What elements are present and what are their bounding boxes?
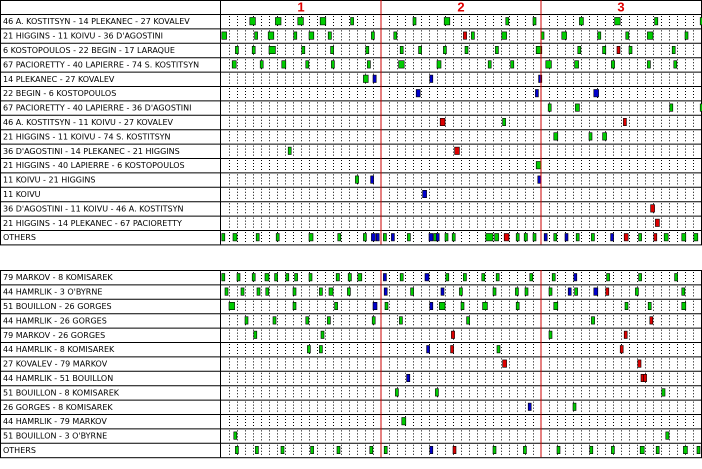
event-bar-a: [523, 446, 526, 453]
event-bar-a: [331, 61, 334, 68]
event-bar-a: [311, 446, 314, 453]
event-bar-a: [493, 446, 496, 453]
event-bar-c: [453, 446, 456, 453]
event-bar-a: [515, 288, 518, 295]
event-bar-a: [579, 18, 583, 25]
event-bar-a: [655, 18, 658, 25]
minute-gridline: [230, 218, 694, 229]
event-bar-a: [488, 61, 491, 68]
event-bar-a: [407, 234, 410, 241]
event-bar-a: [486, 234, 493, 241]
row-label: 44 HAMRLIK - 3 O'BYRNE: [3, 287, 103, 297]
event-bar-a: [372, 317, 375, 324]
event-bar-a: [575, 104, 579, 111]
event-bar-a: [275, 18, 281, 25]
event-bar-a: [363, 75, 368, 82]
event-bar-a: [554, 133, 558, 140]
minute-gridline: [230, 45, 694, 56]
event-bar-a: [459, 288, 462, 295]
event-bar-a: [615, 18, 621, 25]
row-label: 67 PACIORETTY - 40 LAPIERRE - 74 S. KOSTITSYN: [3, 60, 200, 70]
event-bar-a: [257, 288, 260, 295]
minute-gridline: [230, 59, 694, 70]
event-bar-a: [546, 61, 552, 68]
event-bar-a: [483, 302, 488, 309]
minute-gridline: [230, 315, 694, 326]
event-bar-a: [237, 274, 240, 281]
event-bar-a: [293, 288, 296, 295]
event-bar-a: [306, 61, 309, 68]
row-label: 26 GORGES - 8 KOMISAREK: [3, 402, 113, 412]
event-bar-a: [400, 46, 403, 53]
event-bar-a: [295, 274, 298, 281]
row-label: 51 BOUILLON - 26 GORGES: [3, 302, 112, 311]
event-bar-a: [336, 274, 339, 281]
event-bar-b: [611, 234, 614, 241]
event-bar-a: [682, 302, 686, 309]
event-bar-a: [674, 61, 677, 68]
row-label: 27 KOVALEV - 79 MARKOV: [3, 359, 108, 369]
minute-gridline: [230, 373, 694, 384]
event-bar-a: [573, 403, 576, 410]
event-bar-c: [617, 46, 620, 53]
event-bar-a: [319, 346, 322, 353]
event-bar-c: [503, 360, 507, 367]
event-bar-c: [451, 331, 454, 338]
event-bar-a: [298, 18, 304, 25]
row-label: 44 HAMRLIK - 79 MARKOV: [3, 417, 107, 427]
event-bar-a: [591, 317, 594, 324]
event-bar-b: [416, 90, 420, 97]
event-bar-a: [516, 302, 519, 309]
event-bar-a: [603, 133, 607, 140]
event-bar-b: [565, 234, 568, 241]
event-bar-a: [495, 46, 498, 53]
event-bar-a: [268, 32, 274, 39]
event-bar-a: [413, 18, 416, 25]
event-bar-a: [502, 32, 507, 39]
event-bar-a: [497, 346, 500, 353]
event-bar-a: [575, 61, 579, 68]
event-bar-a: [437, 61, 441, 68]
event-bar-c: [606, 288, 609, 295]
event-bar-b: [391, 234, 394, 241]
event-bar-a: [506, 18, 509, 25]
event-bar-a: [664, 234, 668, 241]
event-bar-a: [252, 274, 255, 281]
row-label: 46 A. KOSTITSYN - 11 KOIVU - 27 KOVALEV: [3, 118, 173, 127]
event-bar-a: [590, 446, 593, 453]
event-bar-c: [451, 346, 454, 353]
event-bar-a: [402, 418, 406, 425]
event-bar-a: [363, 234, 366, 241]
event-bar-a: [598, 32, 601, 39]
event-bar-a: [562, 32, 567, 39]
event-bar-b: [430, 446, 433, 453]
event-bar-b: [423, 190, 427, 197]
event-bar-a: [554, 302, 558, 309]
minute-gridline: [230, 387, 694, 398]
event-bar-a: [309, 274, 312, 281]
event-bar-a: [286, 274, 289, 281]
event-bar-a: [348, 274, 351, 281]
minute-gridline: [230, 146, 694, 157]
minute-gridline: [230, 445, 694, 456]
event-bar-a: [252, 46, 255, 53]
event-bar-a: [306, 317, 309, 324]
event-bar-a: [222, 274, 225, 281]
event-bar-b: [373, 302, 377, 309]
event-bar-c: [624, 234, 628, 241]
event-bar-a: [640, 446, 644, 453]
minute-gridline: [230, 358, 694, 369]
event-bar-a: [321, 331, 324, 338]
event-bar-a: [235, 446, 238, 453]
minute-gridline: [230, 203, 694, 214]
minute-gridline: [230, 416, 694, 427]
event-bar-a: [338, 234, 341, 241]
minute-gridline: [230, 189, 694, 200]
event-bar-a: [273, 317, 276, 324]
row-label: OTHERS: [3, 446, 36, 455]
event-bar-a: [288, 147, 291, 154]
event-bar-b: [430, 75, 433, 82]
event-bar-a: [293, 302, 296, 309]
event-bar-c: [643, 374, 646, 381]
event-bar-b: [535, 90, 538, 97]
row-label: 36 D'AGOSTINI - 11 KOIVU - 46 A. KOSTITSYN: [3, 204, 184, 214]
event-bar-a: [276, 234, 279, 241]
event-bar-a: [399, 317, 402, 324]
event-bar-a: [275, 274, 278, 281]
row-label: 11 KOIVU: [3, 190, 41, 199]
row-label: 51 BOUILLON - 8 KOMISAREK: [3, 388, 120, 398]
event-bar-a: [516, 234, 519, 241]
event-bar-a: [254, 331, 257, 338]
event-bar-a: [366, 46, 369, 53]
event-bar-b: [568, 288, 571, 295]
event-bar-a: [554, 234, 557, 241]
event-bar-c: [620, 346, 623, 353]
event-bar-b: [376, 234, 379, 241]
event-bar-a: [337, 446, 340, 453]
event-bar-a: [358, 274, 362, 281]
event-bar-a: [371, 32, 374, 39]
event-bar-a: [411, 288, 414, 295]
event-bar-a: [656, 446, 659, 453]
event-bar-a: [463, 274, 466, 281]
event-bar-c: [624, 331, 627, 338]
event-bar-a: [351, 18, 354, 25]
event-bar-a: [467, 317, 470, 324]
event-bar-a: [232, 61, 236, 68]
row-label: 44 HAMRLIK - 8 KOMISAREK: [3, 345, 115, 355]
event-bar-c: [650, 317, 653, 324]
event-bar-a: [328, 32, 331, 39]
minute-gridline: [230, 131, 694, 142]
event-bar-a: [222, 32, 227, 39]
event-bar-a: [452, 234, 455, 241]
event-bar-a: [269, 46, 275, 53]
event-bar-a: [647, 32, 653, 39]
event-bar-a: [549, 331, 552, 338]
event-bar-b: [538, 176, 541, 183]
event-bar-a: [435, 389, 438, 396]
period-label: 1: [297, 0, 305, 15]
event-bar-c: [654, 234, 657, 241]
event-bar-a: [384, 446, 387, 453]
event-bar-a: [626, 32, 629, 39]
event-bar-a: [282, 61, 286, 68]
event-bar-c: [651, 205, 655, 212]
event-bar-a: [611, 446, 614, 453]
event-bar-a: [355, 176, 358, 183]
minute-gridline: [230, 160, 694, 171]
event-bar-b: [425, 274, 429, 281]
minute-gridline: [230, 272, 694, 283]
row-label: 67 PACIORETTY - 40 LAPIERRE - 36 D'AGOSTINI: [3, 103, 192, 113]
event-bar-a: [266, 288, 269, 295]
event-bar-b: [383, 274, 386, 281]
row-label: 22 BEGIN - 6 KOSTOPOULOS: [3, 89, 117, 99]
event-bar-a: [400, 274, 403, 281]
event-bar-a: [682, 288, 685, 295]
period-label: 2: [457, 0, 465, 15]
event-bar-a: [367, 61, 370, 68]
event-bar-a: [234, 432, 237, 439]
row-label: 21 HIGGINS - 14 PLEKANEC - 67 PACIORETTY: [3, 218, 182, 228]
event-bar-a: [465, 46, 468, 53]
event-bar-a: [294, 32, 297, 39]
event-bar-a: [255, 32, 258, 39]
event-bar-a: [461, 302, 464, 309]
event-bar-c: [655, 219, 659, 226]
event-bar-a: [576, 234, 579, 241]
event-bar-a: [575, 288, 578, 295]
event-bar-c: [463, 32, 466, 39]
event-bar-a: [335, 302, 338, 309]
event-bar-a: [233, 234, 237, 241]
event-bar-b: [544, 234, 547, 241]
row-label: 79 MARKOV - 8 KOMISAREK: [3, 273, 113, 283]
event-bar-c: [440, 118, 445, 125]
event-bar-a: [329, 288, 333, 295]
minute-gridline: [230, 74, 694, 85]
event-bar-a: [370, 446, 373, 453]
minute-gridline: [230, 344, 694, 355]
event-bar-a: [589, 133, 592, 140]
event-bar-a: [525, 288, 528, 295]
event-bar-b: [407, 374, 410, 381]
minute-gridline: [230, 102, 694, 113]
row-label: 21 HIGGINS - 11 KOIVU - 36 D'AGOSTINI: [3, 31, 163, 41]
event-bar-a: [591, 234, 594, 241]
event-bar-a: [399, 61, 405, 68]
event-bar-a: [683, 446, 687, 453]
event-bar-a: [471, 32, 474, 39]
event-bar-a: [511, 61, 514, 68]
row-label: 11 KOIVU - 21 HIGGINS: [3, 175, 96, 185]
event-bar-a: [307, 346, 310, 353]
row-label: 14 PLEKANEC - 27 KOVALEV: [3, 74, 115, 84]
event-bar-b: [441, 288, 444, 295]
event-bar-a: [309, 234, 313, 241]
event-bar-b: [594, 288, 598, 295]
event-bar-c: [638, 360, 641, 367]
minute-gridline: [230, 430, 694, 441]
event-bar-a: [536, 162, 541, 169]
event-bar-b: [430, 302, 433, 309]
event-bar-a: [419, 46, 422, 53]
event-bar-a: [250, 18, 256, 25]
event-bar-a: [394, 32, 397, 39]
event-bar-a: [256, 234, 259, 241]
event-bar-c: [455, 147, 460, 154]
event-bar-a: [603, 46, 606, 53]
event-bar-b: [384, 288, 387, 295]
row-label: 79 MARKOV - 26 GORGES: [3, 330, 106, 340]
period-label: 3: [617, 0, 625, 15]
event-bar-a: [666, 432, 669, 439]
row-label: 6 KOSTOPOULOS - 22 BEGIN - 17 LARAQUE: [3, 46, 175, 55]
event-bar-a: [495, 234, 499, 241]
event-bar-a: [675, 274, 678, 281]
event-bar-a: [552, 274, 555, 281]
event-bar-a: [635, 288, 638, 295]
event-bar-a: [662, 389, 665, 396]
row-label: 44 HAMRLIK - 26 GORGES: [3, 316, 107, 326]
event-bar-a: [557, 446, 560, 453]
event-bar-a: [611, 61, 614, 68]
event-bar-a: [685, 32, 688, 39]
event-bar-a: [265, 274, 269, 281]
event-bar-a: [241, 288, 244, 295]
event-bar-a: [225, 288, 228, 295]
event-bar-b: [427, 346, 430, 353]
event-bar-a: [697, 446, 700, 453]
event-bar-a: [607, 274, 610, 281]
event-bar-a: [672, 46, 675, 53]
event-bar-a: [443, 46, 446, 53]
event-bar-a: [229, 302, 235, 309]
event-bar-a: [548, 104, 551, 111]
event-bar-a: [260, 61, 263, 68]
event-bar-a: [383, 234, 386, 241]
event-bar-a: [496, 274, 499, 281]
row-label: OTHERS: [3, 233, 36, 243]
event-bar-b: [594, 90, 599, 97]
event-bar-a: [255, 446, 258, 453]
event-bar-a: [670, 104, 673, 111]
event-bar-c: [504, 234, 509, 241]
row-label: 46 A. KOSTITSYN - 14 PLEKANEC - 27 KOVALEV: [3, 17, 190, 27]
event-bar-a: [327, 317, 330, 324]
row-label: 36 D'AGOSTINI - 14 PLEKANEC - 21 HIGGINS: [3, 146, 180, 156]
event-bar-a: [694, 234, 698, 241]
event-bar-a: [549, 288, 552, 295]
event-bar-a: [331, 46, 334, 53]
event-bar-c: [623, 118, 626, 125]
event-bar-b: [373, 75, 376, 82]
minute-gridline: [230, 174, 694, 185]
event-bar-a: [533, 234, 536, 241]
event-bar-a: [347, 288, 350, 295]
event-bar-a: [524, 234, 527, 241]
event-bar-b: [371, 176, 374, 183]
event-bar-a: [281, 446, 284, 453]
event-bar-a: [319, 288, 322, 295]
event-bar-a: [625, 302, 628, 309]
event-bar-a: [482, 274, 485, 281]
event-bar-b: [371, 234, 375, 241]
event-bar-a: [222, 234, 225, 241]
event-bar-a: [530, 274, 533, 281]
event-bar-b: [429, 234, 433, 241]
event-bar-a: [444, 18, 450, 25]
event-bar-a: [446, 274, 449, 281]
event-bar-a: [647, 61, 650, 68]
row-label: 21 HIGGINS - 40 LAPIERRE - 6 KOSTOPOULOS: [3, 161, 185, 171]
event-bar-a: [385, 302, 388, 309]
event-bar-b: [574, 274, 577, 281]
event-bar-a: [629, 46, 632, 53]
event-bar-a: [235, 46, 238, 53]
event-bar-a: [309, 32, 314, 39]
row-label: 21 HIGGINS - 11 KOIVU - 74 S. KOSTITSYN: [3, 132, 171, 142]
event-bar-a: [439, 302, 445, 309]
minute-gridline: [230, 30, 694, 41]
event-bar-a: [320, 18, 326, 25]
event-bar-b: [528, 403, 531, 410]
event-bar-a: [578, 46, 581, 53]
event-bar-a: [445, 234, 448, 241]
event-bar-a: [493, 288, 496, 295]
event-bar-a: [639, 234, 642, 241]
event-bar-a: [639, 274, 642, 281]
event-bar-a: [245, 317, 248, 324]
event-bar-a: [648, 302, 651, 309]
row-label: 51 BOUILLON - 3 O'BYRNE: [3, 431, 108, 441]
event-bar-b: [436, 234, 439, 241]
event-bar-a: [302, 46, 305, 53]
row-label: 44 HAMRLIK - 51 BOUILLON: [3, 374, 114, 383]
event-bar-a: [682, 234, 686, 241]
minute-gridline: [230, 402, 694, 413]
event-bar-a: [395, 389, 398, 396]
minute-gridline: [230, 88, 694, 99]
event-bar-a: [503, 118, 506, 125]
event-bar-a: [533, 18, 536, 25]
